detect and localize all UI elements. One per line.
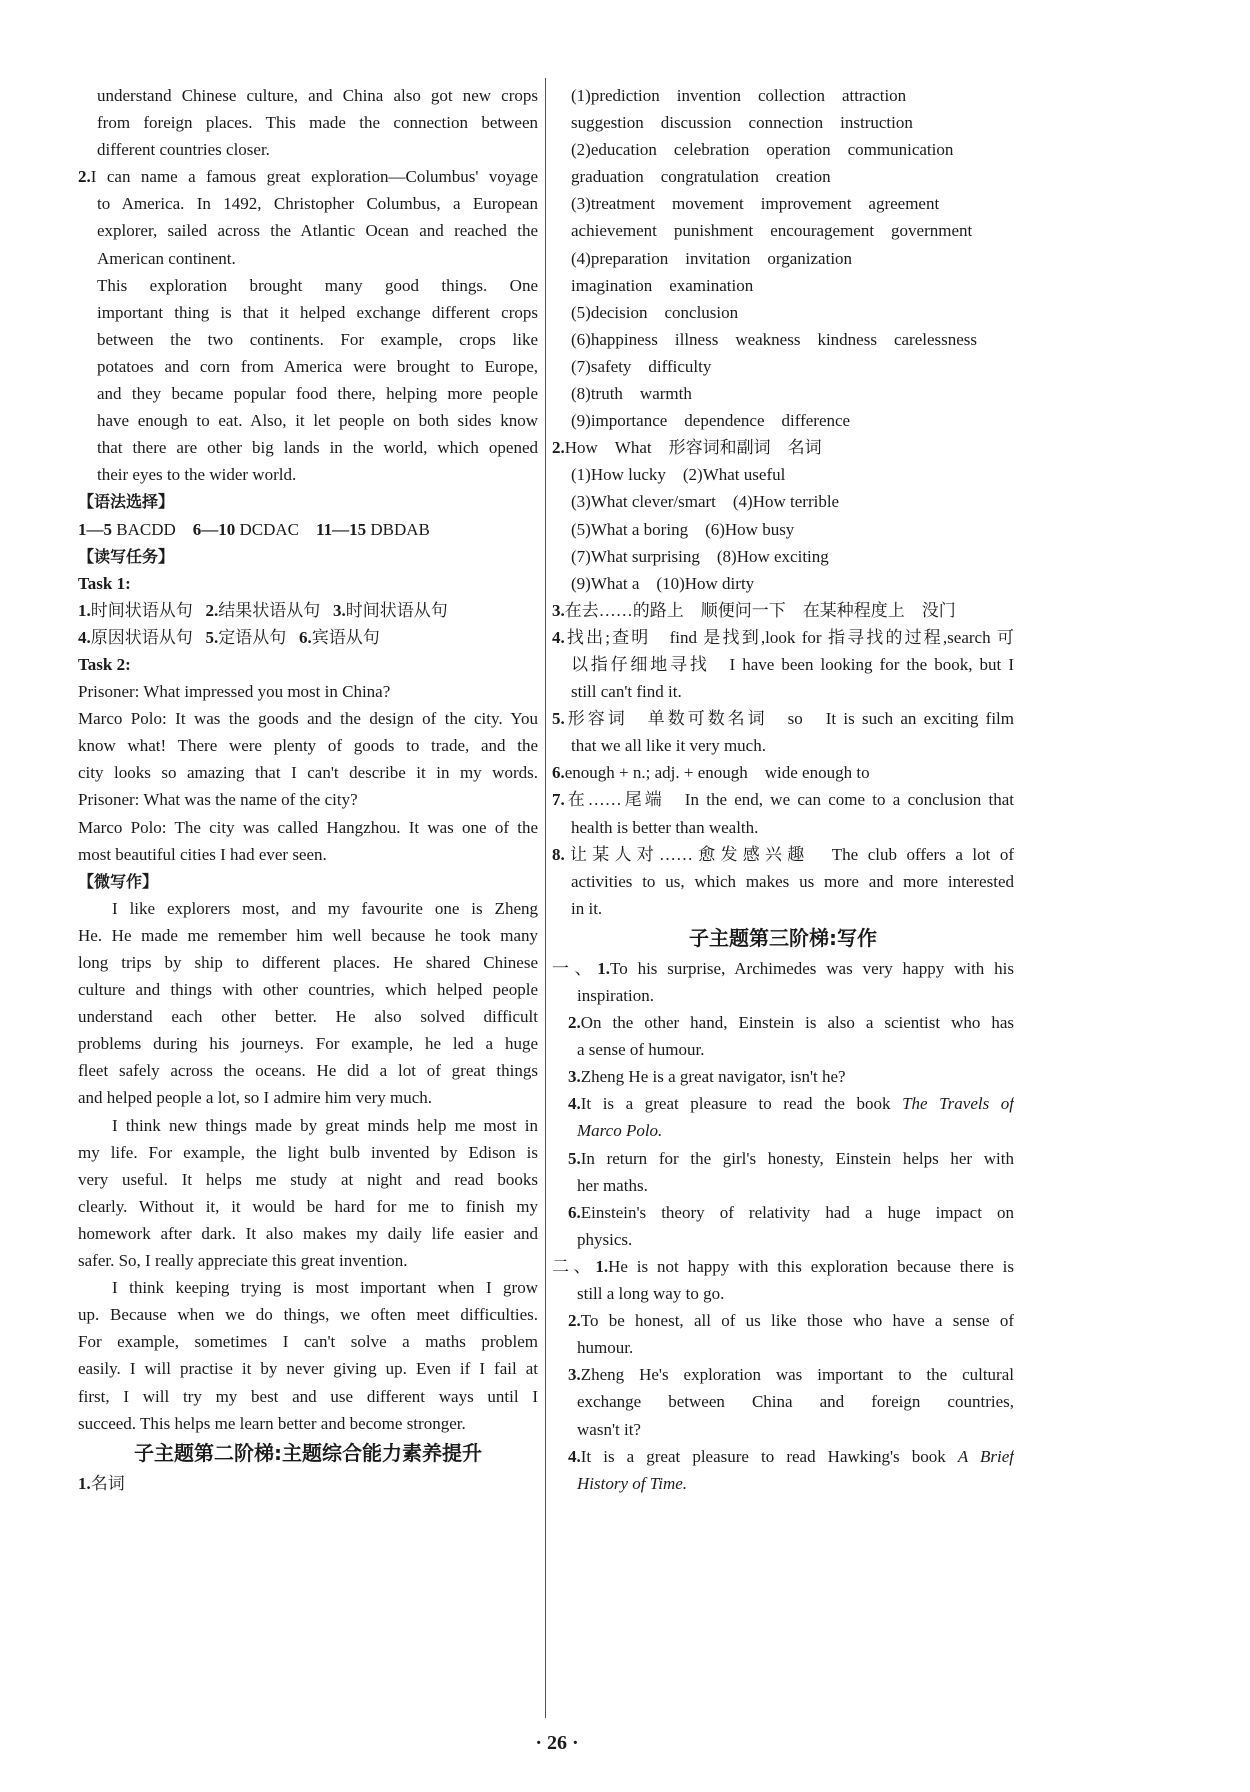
task1-row xyxy=(78,597,538,624)
text-line: (5)What a boring (6)How busy xyxy=(571,519,795,539)
text-line: in it. xyxy=(571,898,603,918)
section-title: 子主题第二阶梯:主题综合能力素养提升 xyxy=(134,1440,482,1465)
text-line: American continent. xyxy=(97,248,236,268)
text-line: to America. In 1492, Christopher Columbus, a European xyxy=(97,194,538,214)
answer: It is a great pleasure to read Hawking's book xyxy=(580,1446,946,1466)
page-number: · 26 · xyxy=(535,1732,579,1754)
vocab-line: graduation congratulation creation xyxy=(571,167,831,187)
answers: BACDD xyxy=(116,519,176,539)
column-divider xyxy=(545,78,546,1718)
list-item xyxy=(552,434,1014,461)
answer: To be honest, all of us like those who have a sense of xyxy=(580,1311,1014,1331)
list-item xyxy=(552,705,1014,732)
list-item xyxy=(552,1145,1014,1172)
text-line: safer. So, I really appreciate this great invention. xyxy=(78,1251,408,1271)
answer: 让某人对……愈发感兴趣 The club offers a lot of xyxy=(564,844,1014,864)
answer: 定语从句 xyxy=(218,627,287,647)
vocab-line: imagination examination xyxy=(571,275,754,295)
task-label: Task 1: xyxy=(78,573,131,593)
list-item xyxy=(552,1307,1014,1334)
answer: It is a great pleasure to read the book xyxy=(580,1094,891,1114)
text-line: have enough to eat. Also, it let people on both sides know xyxy=(97,411,538,431)
text-line: succeed. This helps me learn better and become stronger. xyxy=(78,1413,466,1433)
task-label: Task 2: xyxy=(78,654,131,674)
text-line: wasn't it? xyxy=(577,1419,641,1439)
dialogue-line: city looks so amazing that I can't describe it in my words. xyxy=(78,763,538,783)
text-line: long trips by ship to different places. He shared Chinese xyxy=(78,953,538,972)
list-item xyxy=(552,1253,1014,1280)
text-line: my life. For example, the light bulb invented by Edison is xyxy=(78,1142,538,1162)
text-line: fleet safely across the oceans. He did a lot of great things xyxy=(78,1061,538,1081)
text-line: inspiration. xyxy=(577,986,654,1005)
vocab-line: (4)preparation invitation organization xyxy=(571,248,853,268)
vocab-line: (8)truth warmth xyxy=(571,384,692,404)
text-line: still a long way to go. xyxy=(577,1284,725,1304)
dialogue-line: most beautiful cities I had ever seen. xyxy=(78,844,327,864)
answer: To his surprise, Archimedes was very happy with his xyxy=(610,958,1014,978)
text-line: her maths. xyxy=(577,1175,648,1195)
text-line: problems during his journeys. For example, he led a huge xyxy=(78,1034,538,1054)
item-number: 3. xyxy=(552,600,565,620)
text-line: first, I will try my best and use different ways until I xyxy=(78,1386,538,1406)
book-title: History of Time. xyxy=(577,1473,688,1493)
part-label: 一、 xyxy=(552,958,598,978)
vocab-line: (9)importance dependence difference xyxy=(571,411,851,431)
item-number: 3. xyxy=(568,1365,581,1385)
section-header-reading-writing: 【读写任务】 xyxy=(78,546,175,566)
item-number: 1. xyxy=(78,1473,91,1493)
text-line: between the two continents. For example, crops like xyxy=(97,329,538,349)
text-line: (7)What surprising (8)How exciting xyxy=(571,546,829,566)
text-line: clearly. Without it, it would be hard for me to finish my xyxy=(78,1196,538,1216)
list-item xyxy=(78,1470,538,1497)
list-item xyxy=(552,955,1014,982)
section-header-micro-writing: 【微写作】 xyxy=(78,871,159,891)
answer: 原因状语从句 xyxy=(90,627,193,647)
vocab-line: (7)safety difficulty xyxy=(571,356,712,376)
dialogue-line: know what! There were plenty of goods to trade, and the xyxy=(78,736,538,756)
answer: How What 形容词和副词 名词 xyxy=(564,438,822,458)
text-line: homework after dark. It also makes my daily life easier and xyxy=(78,1223,538,1243)
text-line: understand each other better. He also solved difficult xyxy=(78,1007,538,1027)
list-item xyxy=(78,163,538,190)
text-line: I think new things made by great minds help me most in xyxy=(112,1115,538,1135)
text-line: exchange between China and foreign countries, xyxy=(577,1392,1014,1412)
item-number: 7. xyxy=(552,790,565,810)
list-item xyxy=(552,1361,1014,1388)
range: 11—15 xyxy=(316,519,367,539)
item-number: 4. xyxy=(568,1094,581,1114)
answer: 时间状语从句 xyxy=(345,600,448,620)
text-line: understand Chinese culture, and China also got new crops xyxy=(97,86,538,105)
text-line: (9)What a (10)How dirty xyxy=(571,573,755,593)
answer: 名词 xyxy=(90,1473,125,1493)
text-line: important thing is that it helped exchange different crops xyxy=(97,302,538,322)
item-number: 2. xyxy=(78,167,91,187)
list-item xyxy=(552,786,1014,813)
vocab-line: achievement punishment encouragement government xyxy=(571,221,973,241)
text-line: For example, sometimes I can't solve a maths problem xyxy=(78,1332,538,1352)
list-item xyxy=(552,624,1014,651)
answer: In return for the girl's honesty, Einstein helps her with xyxy=(580,1148,1014,1168)
text-line: different countries closer. xyxy=(97,140,270,160)
list-item xyxy=(552,759,1014,786)
answer: Zheng He's exploration was important to the cultural xyxy=(580,1365,1014,1385)
item-number: 5. xyxy=(552,709,565,729)
item-number: 5. xyxy=(568,1148,581,1168)
answer: 找出;查明 find 是找到,look for 指寻找的过程,search 可 xyxy=(564,627,1014,647)
range: 1—5 xyxy=(78,519,112,539)
text-line: (3)What clever/smart (4)How terrible xyxy=(571,492,840,512)
item-number: 2. xyxy=(205,600,219,620)
item-number: 4. xyxy=(568,1446,581,1466)
vocab-line: (1)prediction invention collection attraction xyxy=(571,86,907,105)
range: 6—10 xyxy=(192,519,236,539)
text-line: from foreign places. This made the connection between xyxy=(97,113,538,133)
item-number: 5. xyxy=(205,627,219,647)
text-line: their eyes to the wider world. xyxy=(97,465,297,485)
text-line: up. Because when we do things, we often meet difficulties. xyxy=(78,1305,538,1325)
item-number: 6. xyxy=(299,627,312,647)
item-number: 1. xyxy=(597,958,610,978)
dialogue-line: Prisoner: What was the name of the city? xyxy=(78,790,358,810)
answer: 在……尾端 In the end, we can come to a conclusion that xyxy=(564,790,1014,810)
vocab-line: (5)decision conclusion xyxy=(571,302,739,322)
section-header-grammar: 【语法选择】 xyxy=(78,492,175,512)
book-title: Marco Polo. xyxy=(577,1121,663,1141)
text-line xyxy=(552,1470,1014,1497)
list-item xyxy=(552,597,1014,624)
list-item xyxy=(552,1443,1014,1470)
text-line xyxy=(552,1117,1014,1144)
book-title: The Travels of xyxy=(902,1094,1014,1114)
vocab-line: suggestion discussion connection instruction xyxy=(571,113,913,133)
grammar-answers xyxy=(78,516,538,543)
right-column xyxy=(552,82,1014,1497)
text-line: He. He made me remember him well because he took many xyxy=(78,925,538,945)
dialogue-line: Marco Polo: It was the goods and the design of the city. You xyxy=(78,709,538,729)
answer: 形容词 单数可数名词 so It is such an exciting film xyxy=(564,709,1014,729)
item-number: 1. xyxy=(78,600,91,620)
section-title: 子主题第三阶梯:写作 xyxy=(689,925,877,950)
text-line: easily. I will practise it by never giving up. Even if I fail at xyxy=(78,1359,538,1379)
text-line: explorer, sailed across the Atlantic Ocean and reached the xyxy=(97,221,538,241)
text-line: culture and things with other countries, which helped people xyxy=(78,980,538,1000)
answer: Zheng He is a great navigator, isn't he? xyxy=(580,1067,846,1087)
text-line: a sense of humour. xyxy=(577,1040,705,1060)
text-line: that we all like it very much. xyxy=(571,736,766,756)
text-line: very useful. It helps me study at night and read books xyxy=(78,1169,538,1189)
item-number: 6. xyxy=(568,1202,581,1222)
answer: On the other hand, Einstein is also a scientist who has xyxy=(580,1013,1014,1033)
text: I can name a famous great exploration—Columbus' voyage xyxy=(90,167,538,187)
task1-row xyxy=(78,624,538,651)
text-line: and helped people a lot, so I admire him very much. xyxy=(78,1088,433,1108)
item-number: 4. xyxy=(552,627,565,647)
answers: DCDAC xyxy=(239,519,300,539)
part-label: 二、 xyxy=(552,1256,596,1276)
vocab-line: (2)education celebration operation communication xyxy=(571,140,954,160)
item-number: 2. xyxy=(568,1013,581,1033)
answer: enough + n.; adj. + enough wide enough to xyxy=(564,763,870,783)
text-line: I like explorers most, and my favourite one is Zheng xyxy=(112,898,538,918)
vocab-line: (6)happiness illness weakness kindness carelessness xyxy=(571,329,978,349)
vocab-line: (3)treatment movement improvement agreement xyxy=(571,194,940,214)
text-line: physics. xyxy=(577,1229,633,1249)
dialogue-line: Prisoner: What impressed you most in China? xyxy=(78,682,391,702)
text-line: potatoes and corn from America were brought to Europe, xyxy=(97,356,538,376)
answers: DBDAB xyxy=(370,519,430,539)
answer: 时间状语从句 xyxy=(90,600,193,620)
list-item xyxy=(552,1090,1014,1117)
left-column xyxy=(78,82,538,1497)
text-line: 以指仔细地寻找 I have been looking for the book, but I xyxy=(571,654,1014,674)
list-item xyxy=(552,1199,1014,1226)
item-number: 2. xyxy=(568,1311,581,1331)
text-line: I think keeping trying is most important when I grow xyxy=(112,1278,538,1298)
answer: 在去……的路上 顺便问一下 在某种程度上 没门 xyxy=(564,600,956,620)
text-line: and they became popular food there, helping more people xyxy=(97,384,538,404)
item-number: 1. xyxy=(595,1256,609,1276)
book-title: A Brief xyxy=(957,1446,1014,1466)
text-line: humour. xyxy=(577,1338,634,1358)
answer: Einstein's theory of relativity had a huge impact on xyxy=(580,1202,1014,1222)
text-line: still can't find it. xyxy=(571,682,682,702)
text-line: activities to us, which makes us more and more interested xyxy=(571,871,1014,891)
list-item xyxy=(552,1009,1014,1036)
dialogue-line: Marco Polo: The city was called Hangzhou. It was one of the xyxy=(78,817,538,837)
answer: 宾语从句 xyxy=(311,627,380,647)
item-number: 8. xyxy=(552,844,565,864)
text-line: that there are other big lands in the world, which opened xyxy=(97,438,538,458)
item-number: 4. xyxy=(78,627,91,647)
text-line: health is better than wealth. xyxy=(571,817,759,837)
list-item xyxy=(552,1063,1014,1090)
item-number: 3. xyxy=(333,600,346,620)
list-item xyxy=(552,841,1014,868)
item-number: 2. xyxy=(552,438,565,458)
item-number: 6. xyxy=(552,763,565,783)
item-number: 3. xyxy=(568,1067,581,1087)
answer: He is not happy with this exploration because there is xyxy=(608,1256,1014,1276)
answer: 结果状语从句 xyxy=(218,600,321,620)
text-line: (1)How lucky (2)What useful xyxy=(571,465,786,485)
text-line: This exploration brought many good things. One xyxy=(97,275,538,295)
